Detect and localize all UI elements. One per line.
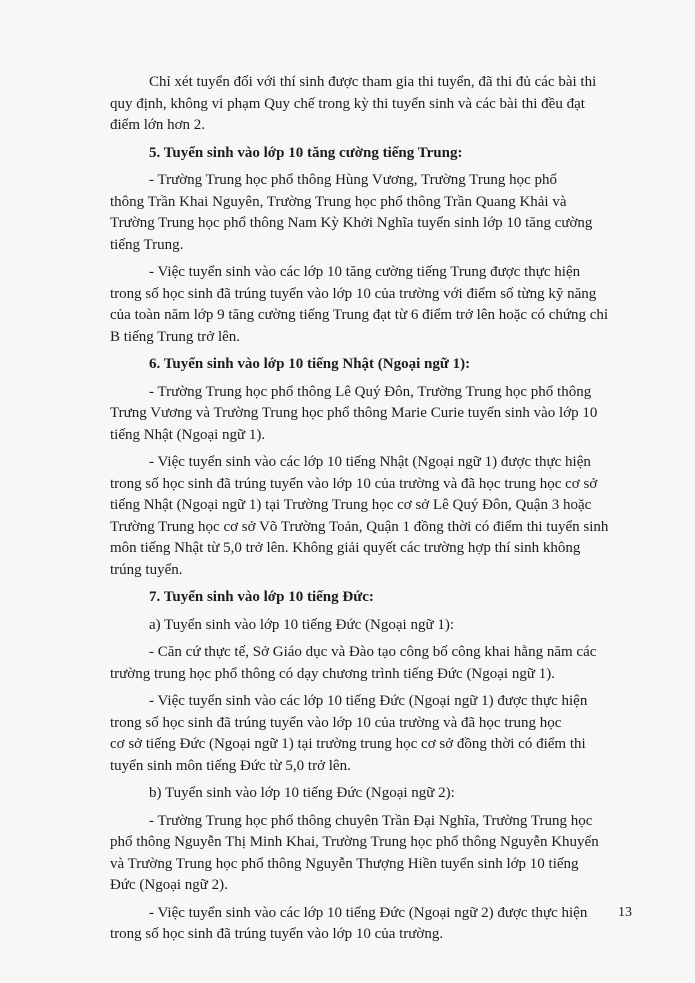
text-line: Trường Trung học cơ sở Võ Trường Toản, Quận 1 đồng thời có điểm thi tuyển sinh bbox=[110, 518, 609, 535]
document-body bbox=[110, 72, 625, 946]
text-line: và Trường Trung học phổ thông Nguyễn Thượng Hiền tuyển sinh lớp 10 tiếng bbox=[110, 855, 579, 872]
paragraph bbox=[110, 811, 625, 897]
text-line: trong số học sinh đã trúng tuyển vào lớp 10 của trường. bbox=[110, 926, 444, 942]
text-line: phổ thông Nguyễn Thị Minh Khai, Trường Trung học phổ thông Nguyễn Khuyến bbox=[110, 834, 599, 850]
text-line: tiếng Trung. bbox=[110, 236, 184, 253]
text-line: - Việc tuyển sinh vào các lớp 10 tiếng Đức (Ngoại ngữ 1) được thực hiện bbox=[149, 693, 588, 709]
text-line: quy định, không vi phạm Quy chế trong kỳ thi tuyển sinh và các bài thi đều đạt bbox=[110, 95, 585, 112]
text-line: trúng tuyển. bbox=[110, 561, 183, 578]
section-heading bbox=[110, 354, 625, 376]
paragraph bbox=[110, 783, 625, 805]
text-line: cơ sở tiếng Đức (Ngoại ngữ 1) tại trường trung học cơ sở đồng thời có điểm thi bbox=[110, 736, 586, 752]
text-line: Trường Trung học phổ thông Nam Kỳ Khởi Nghĩa tuyển sinh lớp 10 tăng cường bbox=[110, 215, 593, 231]
text-line: - Việc tuyển sinh vào các lớp 10 tiếng Nhật (Ngoại ngữ 1) được thực hiện bbox=[149, 454, 591, 470]
text-line: - Việc tuyển sinh vào các lớp 10 tiếng Đức (Ngoại ngữ 2) được thực hiện bbox=[149, 904, 588, 921]
text-line: của toàn năm lớp 9 tăng cường tiếng Trung đạt từ 6 điểm trở lên hoặc có chứng chỉ bbox=[110, 307, 609, 323]
text-line: trong số học sinh đã trúng tuyển vào lớp 10 của trường và đã học trung học bbox=[110, 714, 562, 731]
text-line: 5. Tuyển sinh vào lớp 10 tăng cường tiếng Trung: bbox=[149, 144, 463, 161]
text-line: điểm lớn hơn 2. bbox=[110, 117, 206, 133]
section-heading bbox=[110, 587, 625, 609]
paragraph bbox=[110, 382, 625, 447]
paragraph bbox=[110, 452, 625, 581]
text-line: - Trường Trung học phổ thông chuyên Trần Đại Nghĩa, Trường Trung học bbox=[149, 812, 593, 829]
paragraph bbox=[110, 903, 625, 946]
text-line: B tiếng Trung trở lên. bbox=[110, 328, 241, 345]
text-line: tiếng Nhật (Ngoại ngữ 1) tại Trường Trung học cơ sở Lê Quý Đôn, Quận 3 hoặc bbox=[110, 497, 592, 513]
text-line: thông Trần Khai Nguyên, Trường Trung học phổ thông Trần Quang Khải và bbox=[110, 193, 567, 210]
text-line: a) Tuyển sinh vào lớp 10 tiếng Đức (Ngoại ngữ 1): bbox=[149, 616, 454, 633]
text-line: tuyển sinh môn tiếng Đức từ 5,0 trở lên. bbox=[110, 757, 351, 774]
text-line: - Trường Trung học phổ thông Lê Quý Đôn, Trường Trung học phổ thông bbox=[149, 383, 592, 400]
paragraph bbox=[110, 615, 625, 637]
text-line: tiếng Nhật (Ngoại ngữ 1). bbox=[110, 426, 266, 443]
section-heading bbox=[110, 143, 625, 165]
text-line: Đức (Ngoại ngữ 2). bbox=[110, 877, 228, 893]
text-line: trong số học sinh đã trúng tuyển vào lớp 10 của trường với điểm số từng kỹ năng bbox=[110, 285, 597, 302]
text-line: 6. Tuyển sinh vào lớp 10 tiếng Nhật (Ngoại ngữ 1): bbox=[149, 356, 471, 372]
paragraph bbox=[110, 262, 625, 348]
paragraph bbox=[110, 642, 625, 685]
text-line: trong số học sinh đã trúng tuyển vào lớp 10 của trường và đã học trung học cơ sở bbox=[110, 475, 598, 492]
text-line: - Trường Trung học phổ thông Hùng Vương, Trường Trung học phổ bbox=[149, 172, 557, 188]
text-line: - Căn cứ thực tế, Sở Giáo dục và Đào tạo công bố công khai hằng năm các bbox=[149, 644, 597, 660]
paragraph bbox=[110, 72, 625, 137]
text-line: trường trung học phổ thông có dạy chương trình tiếng Đức (Ngoại ngữ 1). bbox=[110, 665, 555, 682]
text-line: Trưng Vương và Trường Trung học phổ thông Marie Curie tuyển sinh vào lớp 10 bbox=[110, 405, 598, 421]
text-line: Chỉ xét tuyển đối với thí sinh được tham gia thi tuyển, đã thi đủ các bài thi bbox=[149, 74, 597, 90]
page-number: 13 bbox=[618, 905, 632, 920]
text-line: b) Tuyển sinh vào lớp 10 tiếng Đức (Ngoại ngữ 2): bbox=[149, 785, 455, 801]
text-line: 7. Tuyển sinh vào lớp 10 tiếng Đức: bbox=[149, 589, 374, 605]
text-line: - Việc tuyển sinh vào các lớp 10 tăng cường tiếng Trung được thực hiện bbox=[149, 264, 581, 280]
paragraph bbox=[110, 170, 625, 256]
paragraph bbox=[110, 691, 625, 777]
text-line: môn tiếng Nhật từ 5,0 trở lên. Không giải quyết các trường hợp thí sinh không bbox=[110, 540, 581, 556]
